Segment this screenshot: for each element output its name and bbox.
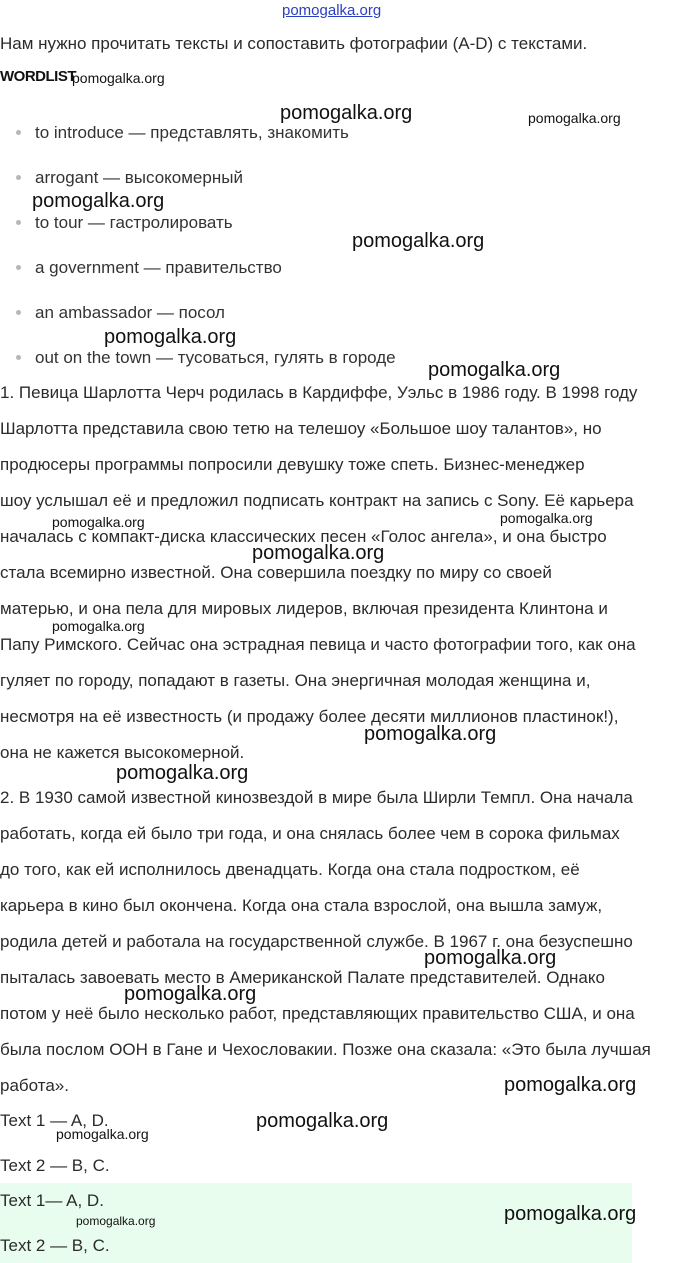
text1-line: несмотря на её известность (и продажу более десяти миллионов пластинок!),: [0, 707, 619, 726]
text1-line: началась с компакт-диска классических песен «Голос ангела», и она быстро: [0, 527, 607, 546]
text1-line: 1. Певица Шарлотта Черч родилась в Кардиффе, Уэльс в 1986 году. В 1998 году: [0, 383, 638, 402]
watermark: pomogalka.org: [32, 190, 165, 212]
watermark: pomogalka.org: [104, 326, 237, 348]
site-link[interactable]: pomogalka.org: [282, 2, 382, 19]
watermark: pomogalka.org: [52, 514, 145, 530]
wordlist-item: out on the town — тусоваться, гулять в городе: [16, 347, 396, 369]
text1-line: стала всемирно известной. Она совершила поездку по миру со своей: [0, 563, 552, 582]
watermark: pomogalka.org: [364, 723, 497, 745]
text1-line: шоу услышал её и предложил подписать контракт на запись с Sony. Её карьера: [0, 491, 634, 510]
text2-line: до того, как ей исполнилось двенадцать. Когда она стала подростком, её: [0, 860, 580, 879]
watermark: pomogalka.org: [256, 1110, 389, 1132]
text1-line: матерью, и она пела для мировых лидеров, включая президента Клинтона и: [0, 599, 608, 618]
watermark: pomogalka.org: [124, 983, 257, 1005]
watermark: pomogalka.org: [500, 510, 593, 526]
watermark: pomogalka.org: [56, 1126, 149, 1142]
text1-line: она не кажется высокомерной.: [0, 743, 245, 762]
watermark: pomogalka.org: [352, 230, 485, 252]
text1-line: продюсеры программы попросили девушку тоже спеть. Бизнес-менеджер: [0, 455, 585, 474]
wordlist-title: WORDLIST: [0, 68, 76, 85]
watermark: pomogalka.org: [280, 102, 413, 124]
watermark: pomogalka.org: [504, 1074, 637, 1096]
text1-line: Шарлотта представила свою тетю на телешоу «Большое шоу талантов», но: [0, 419, 602, 438]
bullet-icon: [16, 355, 21, 360]
watermark: pomogalka.org: [52, 618, 145, 634]
text2-line: потом у неё было несколько работ, представляющих правительство США, и она: [0, 1004, 635, 1023]
wordlist-item: to tour — гастролировать: [16, 212, 233, 234]
intro-text: Нам нужно прочитать тексты и сопоставить фотографии (A-D) с текстами.: [0, 34, 588, 53]
text1-line: гуляет по городу, попадают в газеты. Она энергичная молодая женщина и,: [0, 671, 591, 690]
text2-line: карьера в кино был окончена. Когда она стала взрослой, она вышла замуж,: [0, 896, 603, 915]
bullet-icon: [16, 265, 21, 270]
text2-line: 2. В 1930 самой известной кинозвездой в мире была Ширли Темпл. Она начала: [0, 788, 633, 807]
watermark: pomogalka.org: [116, 762, 249, 784]
text2-line: работать, когда ей было три года, и она снялась более чем в сорока фильмах: [0, 824, 620, 843]
answer-line-highlighted: Text 2 — B, C.: [0, 1236, 110, 1255]
watermark: pomogalka.org: [528, 110, 621, 126]
wordlist-item: an ambassador — посол: [16, 302, 225, 324]
watermark: pomogalka.org: [424, 947, 557, 969]
wordlist-item: arrogant — высокомерный: [16, 167, 243, 189]
watermark: pomogalka.org: [428, 359, 561, 381]
text1-line: Папу Римского. Сейчас она эстрадная певица и часто фотографии того, как она: [0, 635, 636, 654]
watermark: pomogalka.org: [72, 70, 165, 86]
answer-line: Text 1 — A, D.: [0, 1111, 109, 1130]
watermark: pomogalka.org: [76, 1214, 156, 1228]
text2-line: пыталась завоевать место в Американской Палате представителей. Однако: [0, 968, 605, 987]
text2-line: была послом ООН в Гане и Чехословакии. Позже она сказала: «Это была лучшая: [0, 1040, 651, 1059]
answer-line-highlighted: Text 1— A, D.: [0, 1191, 104, 1210]
wordlist-item: to introduce — представлять, знакомить: [16, 122, 349, 144]
bullet-icon: [16, 310, 21, 315]
text2-line: работа».: [0, 1076, 69, 1095]
bullet-icon: [16, 130, 21, 135]
watermark: pomogalka.org: [252, 542, 385, 564]
watermark: pomogalka.org: [504, 1203, 637, 1225]
answer-line: Text 2 — B, C.: [0, 1156, 110, 1175]
text2-line: родила детей и работала на государственной службе. В 1967 г. она безуспешно: [0, 932, 633, 951]
bullet-icon: [16, 175, 21, 180]
wordlist-item: a government — правительство: [16, 257, 282, 279]
bullet-icon: [16, 220, 21, 225]
